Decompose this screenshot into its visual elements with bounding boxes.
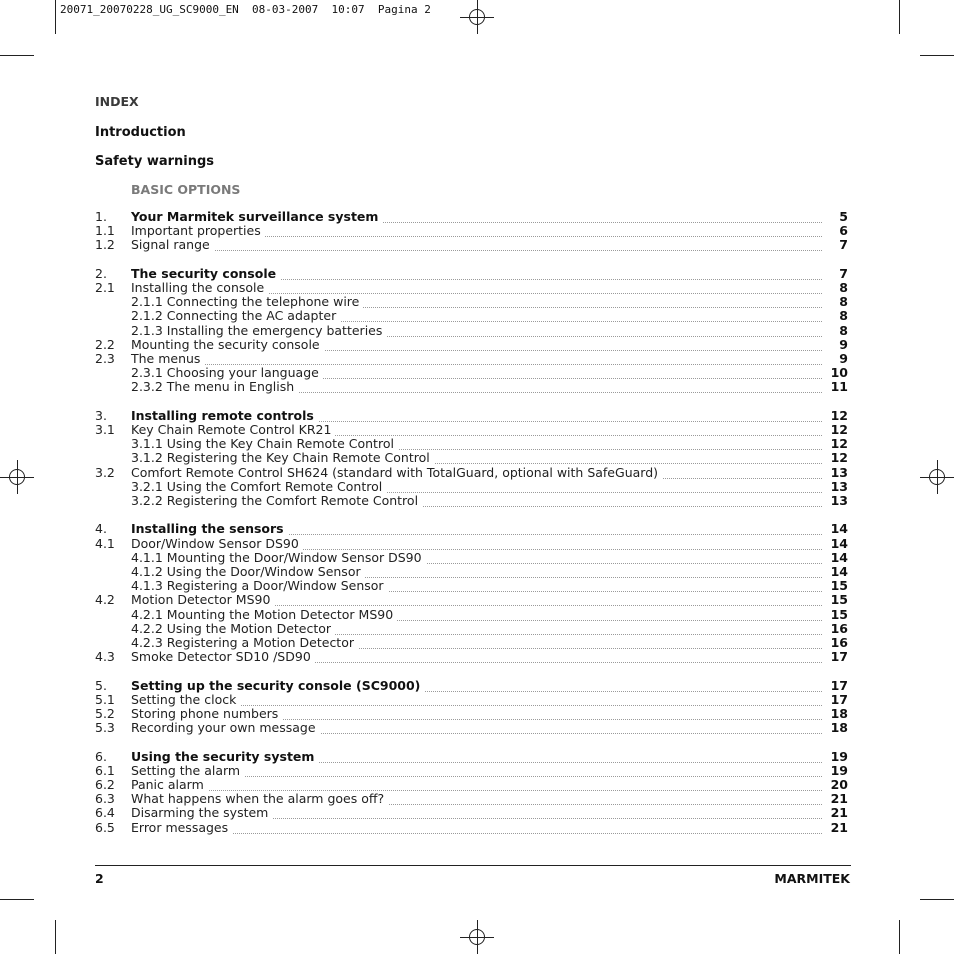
toc-entry-number: 3. <box>95 408 107 423</box>
toc-page-number: 7 <box>839 237 848 252</box>
toc-entry <box>95 778 848 792</box>
print-slug: 20071_20070228_UG_SC9000_EN 08-03-2007 10:07 Pagina 2 <box>60 3 431 16</box>
toc-entry-number: 5.2 <box>95 706 115 721</box>
toc-page-number: 17 <box>830 649 848 664</box>
toc-entry-title: 4.2.2 Using the Motion Detector <box>131 622 335 636</box>
toc-entry <box>95 324 848 338</box>
toc-entry-number: 6.2 <box>95 777 115 792</box>
toc-page-number: 14 <box>830 521 848 536</box>
toc-entry <box>95 792 848 806</box>
toc-entry-title: 2.3.1 Choosing your language <box>131 366 323 380</box>
toc-page-number: 13 <box>830 479 848 494</box>
toc-entry-number: 4.2 <box>95 592 115 607</box>
toc-entry-title: Setting the alarm <box>131 764 244 778</box>
toc-entry-title: 2.1.2 Connecting the AC adapter <box>131 309 340 323</box>
toc-entry-title: Using the security system <box>131 750 318 764</box>
toc-entry-number: 2.1 <box>95 280 115 295</box>
toc-entry-number: 6.1 <box>95 763 115 778</box>
toc-entry-title: 3.1.1 Using the Key Chain Remote Control <box>131 437 398 451</box>
toc-page-number: 15 <box>830 607 848 622</box>
toc-entry <box>95 409 848 423</box>
toc-entry-number: 5.1 <box>95 692 115 707</box>
toc-entry <box>95 238 848 252</box>
registration-mark-left-icon <box>0 460 34 494</box>
toc-page-number: 12 <box>830 436 848 451</box>
toc-entry-number: 1.2 <box>95 237 115 252</box>
crop-mark-right-lower <box>920 899 954 900</box>
toc-entry-number: 3.1 <box>95 422 115 437</box>
toc-page-number: 13 <box>830 465 848 480</box>
footer-page-number: 2 <box>95 871 104 886</box>
toc-entry-number: 6.3 <box>95 791 115 806</box>
toc-page-number: 11 <box>830 379 848 394</box>
toc-page-number: 17 <box>830 692 848 707</box>
toc-entry <box>95 721 848 735</box>
toc-entry <box>95 451 848 465</box>
toc-page-number: 15 <box>830 592 848 607</box>
toc-entry-title: 2.1.1 Connecting the telephone wire <box>131 295 363 309</box>
toc-entry <box>95 821 848 835</box>
crop-mark-top-right <box>899 0 900 34</box>
toc-entry <box>95 806 848 820</box>
toc-page-number: 5 <box>839 209 848 224</box>
toc-entry-title: Your Marmitek surveillance system <box>131 210 382 224</box>
toc-page-number: 14 <box>830 536 848 551</box>
toc-page-number: 12 <box>830 408 848 423</box>
toc-entry-number: 3.2 <box>95 465 115 480</box>
toc-entry-title: Signal range <box>131 238 214 252</box>
toc-entry-title: Setting up the security console (SC9000) <box>131 679 424 693</box>
toc-entry-title: 2.3.2 The menu in English <box>131 380 298 394</box>
toc-page-number: 8 <box>839 280 848 295</box>
toc-entry-title: Motion Detector MS90 <box>131 593 274 607</box>
toc-entry-title: 4.1.3 Registering a Door/Window Sensor <box>131 579 388 593</box>
toc-entry-title: The security console <box>131 267 280 281</box>
toc-page-number: 12 <box>830 450 848 465</box>
toc-entry-title: Installing remote controls <box>131 409 318 423</box>
toc-page-number: 6 <box>839 223 848 238</box>
toc-page-number: 15 <box>830 578 848 593</box>
toc-entry-title: What happens when the alarm goes off? <box>131 792 388 806</box>
toc-entry-title: Door/Window Sensor DS90 <box>131 537 303 551</box>
toc-entry <box>95 366 848 380</box>
toc-entry <box>95 608 848 622</box>
toc-page-number: 14 <box>830 564 848 579</box>
toc-entry-title: Disarming the system <box>131 806 272 820</box>
toc-dot-leader <box>131 833 822 834</box>
toc-entry <box>95 650 848 664</box>
toc-entry <box>95 338 848 352</box>
toc-page-number: 9 <box>839 337 848 352</box>
toc-page-number: 19 <box>830 749 848 764</box>
toc-entry-number: 1. <box>95 209 107 224</box>
safety-warnings-heading: Safety warnings <box>95 154 215 169</box>
toc-entry-title: 2.1.3 Installing the emergency batteries <box>131 324 386 338</box>
toc-entry-title: 4.2.1 Mounting the Motion Detector MS90 <box>131 608 397 622</box>
crop-mark-top-left <box>55 0 56 34</box>
toc-entry <box>95 380 848 394</box>
toc-entry <box>95 480 848 494</box>
toc-entry-title: Comfort Remote Control SH624 (standard with TotalGuard, optional with SafeGuard) <box>131 466 662 480</box>
toc-entry-title: Important properties <box>131 224 265 238</box>
toc-entry <box>95 267 848 281</box>
toc-entry-number: 4.3 <box>95 649 115 664</box>
toc-page-number: 18 <box>830 706 848 721</box>
toc-entry <box>95 565 848 579</box>
toc-entry-number: 6. <box>95 749 107 764</box>
basic-options-heading: BASIC OPTIONS <box>131 182 241 197</box>
toc-page-number: 17 <box>830 678 848 693</box>
toc-page-number: 14 <box>830 550 848 565</box>
toc-page-number: 8 <box>839 323 848 338</box>
toc-entry-title: 3.2.2 Registering the Comfort Remote Control <box>131 494 422 508</box>
toc-entry <box>95 466 848 480</box>
crop-mark-bottom-left <box>55 920 56 954</box>
toc-entry <box>95 579 848 593</box>
toc-entry <box>95 522 848 536</box>
toc-page-number: 7 <box>839 266 848 281</box>
toc-entry-number: 5.3 <box>95 720 115 735</box>
toc-entry-title: Recording your own message <box>131 721 320 735</box>
toc-entry <box>95 750 848 764</box>
toc-entry <box>95 295 848 309</box>
toc-entry <box>95 494 848 508</box>
introduction-heading: Introduction <box>95 125 186 140</box>
registration-mark-bottom-icon <box>460 920 494 954</box>
toc-page-number: 10 <box>830 365 848 380</box>
crop-mark-bottom-right <box>899 920 900 954</box>
toc-entry <box>95 281 848 295</box>
toc-entry-number: 5. <box>95 678 107 693</box>
toc-entry <box>95 693 848 707</box>
crop-mark-left-upper <box>0 55 34 56</box>
registration-mark-top-icon <box>460 0 494 34</box>
toc-page-number: 19 <box>830 763 848 778</box>
toc-entry-title: Smoke Detector SD10 /SD90 <box>131 650 315 664</box>
toc-dot-leader <box>131 250 822 251</box>
toc-entry <box>95 224 848 238</box>
toc-page-number: 8 <box>839 294 848 309</box>
toc-entry-title: 4.1.1 Mounting the Door/Window Sensor DS90 <box>131 551 426 565</box>
toc-entry <box>95 679 848 693</box>
toc-entry <box>95 210 848 224</box>
toc-entry-title: 3.1.2 Registering the Key Chain Remote Control <box>131 451 434 465</box>
toc-entry-title: The menus <box>131 352 204 366</box>
toc-entry-number: 6.4 <box>95 805 115 820</box>
toc-page-number: 12 <box>830 422 848 437</box>
toc-entry-number: 6.5 <box>95 820 115 835</box>
toc-entry <box>95 352 848 366</box>
toc-entry-number: 4. <box>95 521 107 536</box>
toc-entry-title: Installing the sensors <box>131 522 288 536</box>
toc-entry <box>95 707 848 721</box>
toc-entry-title: Key Chain Remote Control KR21 <box>131 423 335 437</box>
footer-divider <box>95 865 851 866</box>
toc-entry <box>95 764 848 778</box>
registration-mark-right-icon <box>920 460 954 494</box>
toc-entry-title: Mounting the security console <box>131 338 324 352</box>
toc-entry <box>95 593 848 607</box>
toc-entry <box>95 537 848 551</box>
toc-entry-number: 1.1 <box>95 223 115 238</box>
toc-entry-title: Panic alarm <box>131 778 208 792</box>
crop-mark-right-upper <box>920 55 954 56</box>
toc-entry-number: 4.1 <box>95 536 115 551</box>
toc-page-number: 18 <box>830 720 848 735</box>
toc-entry-title: Setting the clock <box>131 693 240 707</box>
toc-entry-title: Installing the console <box>131 281 268 295</box>
toc-entry-number: 2. <box>95 266 107 281</box>
toc-page-number: 13 <box>830 493 848 508</box>
toc-entry-number: 2.3 <box>95 351 115 366</box>
toc-page-number: 16 <box>830 635 848 650</box>
toc-entry <box>95 551 848 565</box>
toc-page-number: 21 <box>830 820 848 835</box>
footer-brand: MARMITEK <box>774 871 850 886</box>
toc-entry <box>95 423 848 437</box>
toc-entry <box>95 309 848 323</box>
toc-entry <box>95 636 848 650</box>
toc-page-number: 16 <box>830 621 848 636</box>
toc-page-number: 21 <box>830 805 848 820</box>
toc-entry-title: 3.2.1 Using the Comfort Remote Control <box>131 480 386 494</box>
toc-entry-title: 4.2.3 Registering a Motion Detector <box>131 636 358 650</box>
index-title: INDEX <box>95 94 139 109</box>
toc-entry-title: Storing phone numbers <box>131 707 282 721</box>
toc-page-number: 20 <box>830 777 848 792</box>
toc-page-number: 21 <box>830 791 848 806</box>
toc-entry <box>95 437 848 451</box>
toc-page-number: 9 <box>839 351 848 366</box>
toc-page-number: 8 <box>839 308 848 323</box>
crop-mark-left-lower <box>0 899 34 900</box>
toc-entry-title: Error messages <box>131 821 232 835</box>
toc-entry-number: 2.2 <box>95 337 115 352</box>
toc-entry <box>95 622 848 636</box>
toc-entry-title: 4.1.2 Using the Door/Window Sensor <box>131 565 365 579</box>
